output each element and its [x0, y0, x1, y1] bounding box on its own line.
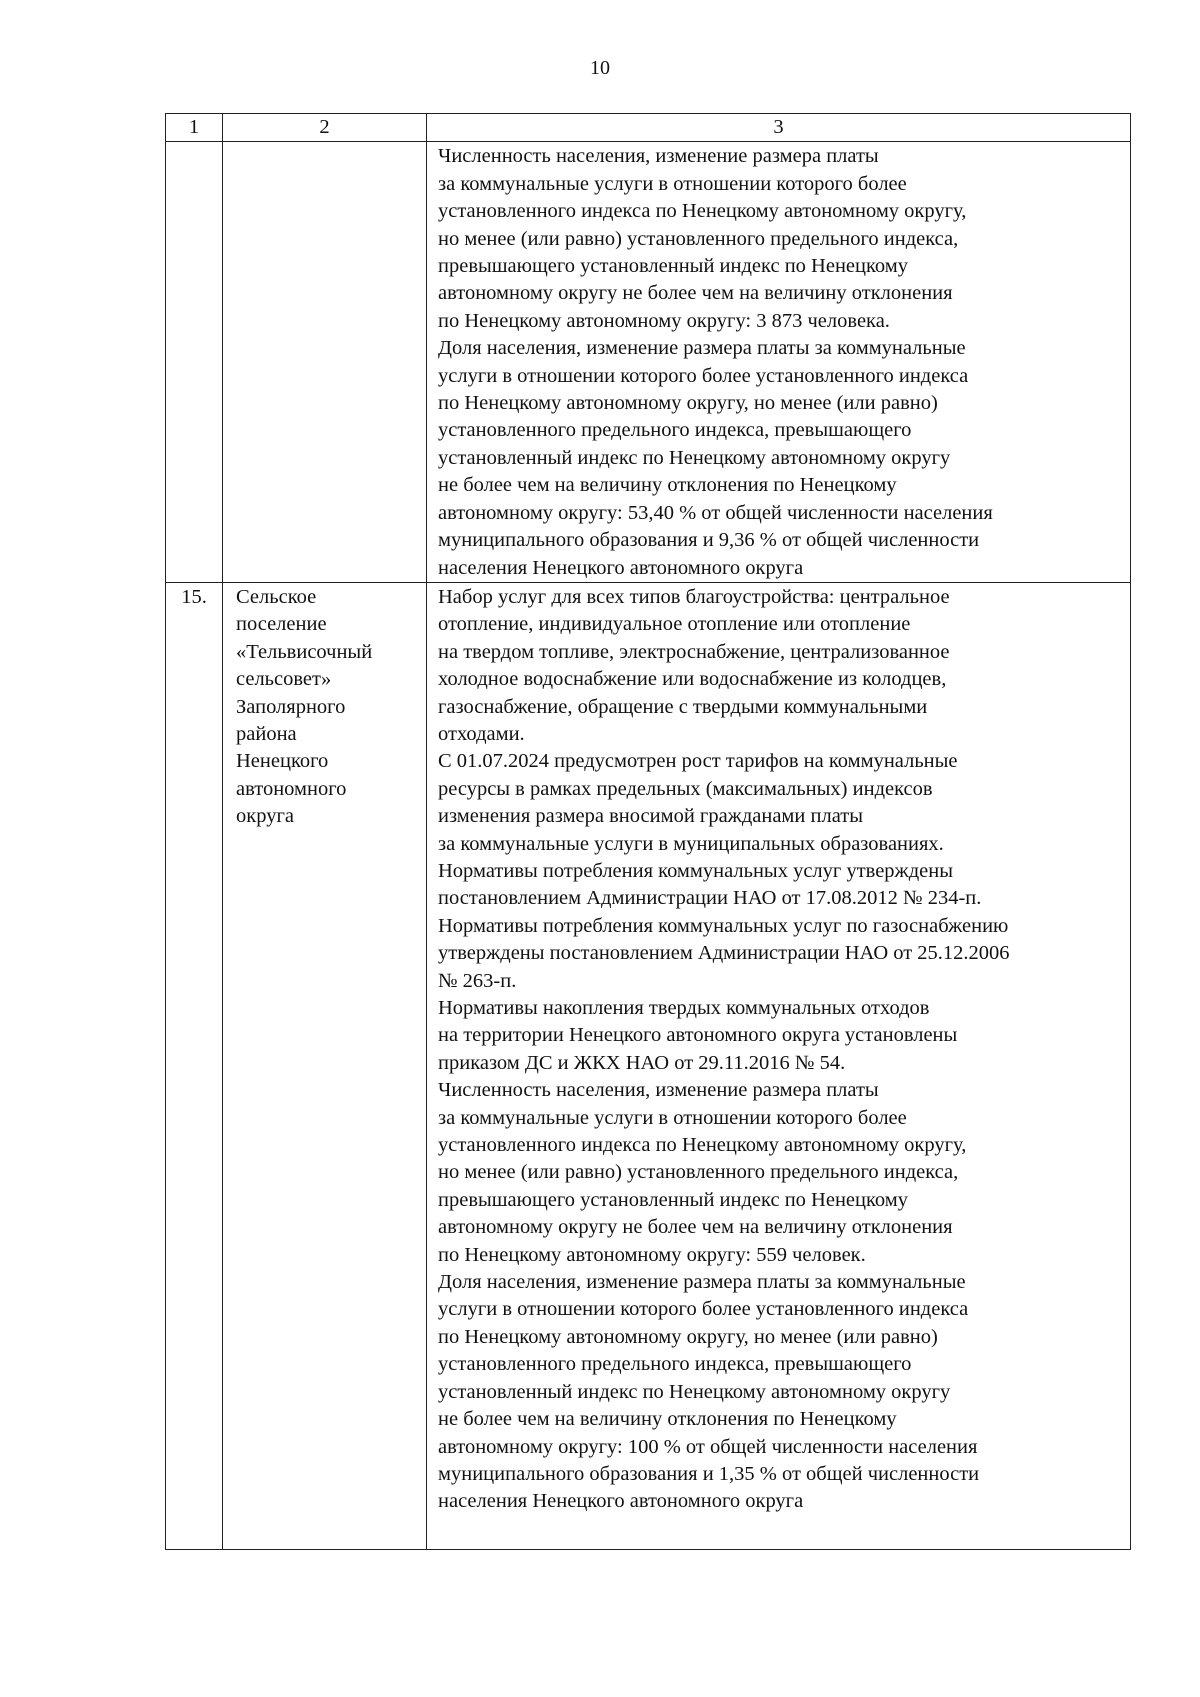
- text-line: услуги в отношении которого более установленного индекса: [438, 1298, 969, 1321]
- text-line: за коммунальные услуги в отношении которого более: [438, 1106, 907, 1129]
- text-line: автономному округу: 100 % от общей численности населения: [438, 1435, 978, 1458]
- text-line: не более чем на величину отклонения по Ненецкому: [438, 474, 897, 497]
- text-line: населения Ненецкого автономного округа: [438, 556, 804, 579]
- name-line: поселение: [236, 613, 327, 636]
- text-line: Нормативы потребления коммунальных услуг по газоснабжению: [438, 914, 1009, 937]
- name-line: района: [236, 722, 297, 745]
- text-line: на территории Ненецкого автономного округа установлены: [438, 1024, 958, 1047]
- name-line: Сельское: [236, 585, 317, 608]
- text-line: но менее (или равно) установленного предельного индекса,: [438, 1161, 959, 1184]
- text-line: ресурсы в рамках предельных (максимальных) индексов: [438, 777, 933, 800]
- text-line: установленного индекса по Ненецкому автономному округу,: [438, 1134, 967, 1157]
- text-line: № 263-п.: [438, 969, 517, 992]
- row-number-cell: 15.: [166, 582, 223, 1549]
- text-line: превышающего установленный индекс по Ненецкому: [438, 1188, 908, 1211]
- row-description-cell: [427, 142, 1131, 583]
- text-line: Численность населения, изменение размера платы: [438, 1079, 879, 1102]
- text-line: утверждены постановлением Администрации НАО от 25.12.2006: [438, 942, 1010, 965]
- row-name-cell: [223, 582, 427, 1549]
- row-number-cell: [166, 142, 223, 583]
- text-line: но менее (или равно) установленного предельного индекса,: [438, 227, 959, 250]
- name-line: округа: [236, 805, 294, 828]
- text-line: автономному округу не более чем на величину отклонения: [438, 1216, 953, 1239]
- text-line: муниципального образования и 1,35 % от общей численности: [438, 1462, 980, 1485]
- header-cell-2: 2: [223, 114, 427, 142]
- text-line: превышающего установленный индекс по Ненецкому: [438, 255, 908, 278]
- text-line: установленный индекс по Ненецкому автономному округу: [438, 1380, 951, 1403]
- text-line: по Ненецкому автономному округу: 559 человек.: [438, 1243, 866, 1266]
- page-number: 10: [590, 57, 610, 79]
- text-line: установленного предельного индекса, превышающего: [438, 1353, 912, 1376]
- header-cell-3: 3: [427, 114, 1131, 142]
- text-line: постановлением Администрации НАО от 17.08.2012 № 234-п.: [438, 887, 982, 910]
- document-table: [165, 113, 1131, 1550]
- text-line: за коммунальные услуги в муниципальных образованиях.: [438, 832, 944, 855]
- text-line: автономному округу: 53,40 % от общей численности населения: [438, 501, 993, 524]
- text-line: не более чем на величину отклонения по Ненецкому: [438, 1408, 897, 1431]
- text-line: отходами.: [438, 722, 525, 745]
- table-header-row: [166, 114, 1131, 142]
- table-row-15: [166, 582, 1131, 1549]
- text-line: на твердом топливе, электроснабжение, централизованное: [438, 640, 950, 663]
- text-line: Доля населения, изменение размера платы за коммунальные: [438, 337, 966, 360]
- text-line: приказом ДС и ЖКХ НАО от 29.11.2016 № 54.: [438, 1051, 846, 1074]
- text-line: С 01.07.2024 предусмотрен рост тарифов на коммунальные: [438, 750, 958, 773]
- text-line: установленного предельного индекса, превышающего: [438, 419, 912, 442]
- name-line: сельсовет»: [236, 668, 332, 691]
- header-cell-1: 1: [166, 114, 223, 142]
- text-line: за коммунальные услуги в отношении которого более: [438, 172, 907, 195]
- text-line: холодное водоснабжение или водоснабжение из колодцев,: [438, 668, 947, 691]
- text-line: газоснабжение, обращение с твердыми коммунальными: [438, 695, 928, 718]
- text-line: установленного индекса по Ненецкому автономному округу,: [438, 200, 967, 223]
- name-line: «Тельвисочный: [236, 640, 373, 663]
- name-line: Ненецкого: [236, 750, 329, 773]
- text-line: Численность населения, изменение размера платы: [438, 145, 879, 168]
- text-line: по Ненецкому автономному округу, но менее (или равно): [438, 392, 938, 415]
- text-line: Доля населения, изменение размера платы за коммунальные: [438, 1271, 966, 1294]
- text-line: Нормативы потребления коммунальных услуг утверждены: [438, 859, 953, 882]
- text-line: изменения размера вносимой гражданами платы: [438, 805, 864, 828]
- text-line: услуги в отношении которого более установленного индекса: [438, 364, 969, 387]
- name-line: Заполярного: [236, 695, 346, 718]
- text-line: населения Ненецкого автономного округа: [438, 1490, 804, 1513]
- row-description-cell: [427, 582, 1131, 1549]
- text-line: по Ненецкому автономному округу, но менее (или равно): [438, 1325, 938, 1348]
- text-line: установленный индекс по Ненецкому автономному округу: [438, 446, 951, 469]
- text-line: автономному округу не более чем на величину отклонения: [438, 282, 953, 305]
- table-row-continuation: [166, 142, 1131, 583]
- text-line: Нормативы накопления твердых коммунальных отходов: [438, 997, 930, 1019]
- text-line: отопление, индивидуальное отопление или отопление: [438, 613, 911, 636]
- name-line: автономного: [236, 777, 347, 800]
- row-name-cell: [223, 142, 427, 583]
- text-line: по Ненецкому автономному округу: 3 873 человека.: [438, 309, 890, 332]
- text-line: муниципального образования и 9,36 % от общей численности: [438, 529, 980, 552]
- text-line: Набор услуг для всех типов благоустройства: центральное: [438, 585, 950, 608]
